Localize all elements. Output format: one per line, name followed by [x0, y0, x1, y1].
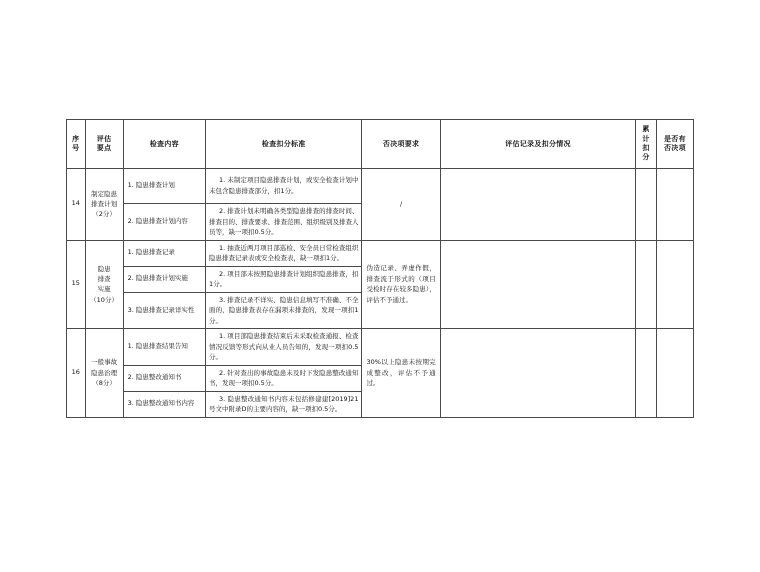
evaluation-point-line: （2分）: [92, 210, 116, 219]
table-row: [67, 169, 694, 204]
column-header-evaluation-record: 评估记录及扣分情况: [440, 120, 636, 169]
cell-inspection-content: 2. 隐患整改通知书: [123, 365, 205, 391]
cell-has-veto[interactable]: [656, 329, 693, 418]
column-header-has-veto-line-1: 是否有: [663, 134, 686, 143]
column-header-total-deduction-line-1: 累: [642, 125, 650, 134]
deduction-criteria-text: 1. 抽查近两月项目部巡检、安全员日常检查组织隐患排查记录表或安全检查表，缺一项扣1分。: [208, 243, 359, 263]
column-header-has-veto: [656, 120, 693, 169]
column-header-seq: [67, 120, 86, 169]
table-header-row: [67, 120, 694, 169]
row-sequence-number: 14: [67, 169, 86, 241]
row-evaluation-point: [85, 240, 123, 329]
deduction-criteria-text: 2. 排查计划未明确各类型隐患排查的排查时间、排查目的、排查要求、排查范围、组织级别及排查人员等，缺一项扣0.5分。: [208, 207, 359, 237]
evaluation-point-line: 排查计划: [91, 200, 118, 209]
table-row: [67, 240, 694, 266]
cell-inspection-content: 1. 隐患排查结果告知: [123, 329, 205, 366]
cell-has-veto[interactable]: [656, 169, 693, 241]
column-header-total-deduction-line-2: 计: [642, 134, 650, 143]
table-row: [67, 329, 694, 366]
cell-deduction-criteria: [205, 391, 361, 417]
cell-veto-requirement: /: [362, 169, 440, 241]
row-evaluation-point: [85, 169, 123, 241]
cell-deduction-criteria: [205, 266, 361, 292]
column-header-total-deduction-line-4: 分: [642, 153, 650, 162]
deduction-criteria-text: 2. 针对查出的事故隐患未及时下发隐患整改通知书，发现一项扣0.5分。: [208, 368, 359, 388]
evaluation-point-line: 一般事故: [91, 358, 118, 367]
cell-has-veto[interactable]: [656, 240, 693, 329]
row-evaluation-point: [85, 329, 123, 418]
column-header-has-veto-line-2: 否决项: [663, 144, 686, 152]
cell-evaluation-record[interactable]: [440, 240, 636, 329]
evaluation-point-line: （8分）: [92, 379, 116, 388]
table-body: [67, 169, 694, 418]
cell-deduction-criteria: [205, 240, 361, 266]
cell-deduction-criteria: [205, 329, 361, 366]
cell-total-deduction[interactable]: [636, 329, 657, 418]
deduction-criteria-text: 1. 未制定项目隐患排查计划，或安全检查计划中未包含隐患排查部分，扣1分。: [208, 176, 359, 195]
column-header-inspection-content: 检查内容: [123, 120, 205, 169]
evaluation-point-line: （10分）: [90, 295, 118, 304]
evaluation-point-line: 隐患: [97, 264, 111, 273]
column-header-deduction-criteria: 检查扣分标准: [205, 120, 361, 169]
deduction-criteria-text: 3. 隐患整改通知书内容未包括修建建[2019]21号文中附录D的主要内容的，缺一项扣0.5分。: [208, 394, 359, 414]
column-header-evaluation-point-line-2: 要点: [96, 144, 112, 152]
row-sequence-number: 16: [67, 329, 86, 418]
cell-inspection-content: 2. 隐患排查计划内容: [123, 204, 205, 241]
cell-inspection-content: 1. 隐患排查计划: [123, 169, 205, 204]
deduction-criteria-text: 1. 项目部隐患排查结束后未采取检查通报、检查情况反馈等形式向从业人员告知的，发现一项扣0.5分。: [208, 332, 359, 362]
cell-veto-requirement: 伪造记录、弄虚作假，排查流于形式的（项目受检时存在较多隐患），评估不予通过。: [362, 240, 440, 329]
cell-veto-requirement: 30%以上隐患未按期完成整改，评估不予通过。: [362, 329, 440, 418]
row-sequence-number: 15: [67, 240, 86, 329]
cell-total-deduction[interactable]: [636, 240, 657, 329]
column-header-evaluation-point-line-1: 评估: [96, 134, 112, 143]
evaluation-point-line: 排查: [97, 274, 111, 283]
cell-inspection-content: 2. 隐患排查计划实施: [123, 266, 205, 292]
column-header-total-deduction: [636, 120, 657, 169]
cell-deduction-criteria: [205, 292, 361, 329]
deduction-criteria-text: 3. 排查记录不详实、隐患信息填写不准确、不全面的，隐患排查表存在漏项未排查的，发现一项扣1分。: [208, 295, 359, 325]
cell-inspection-content: 3. 隐患排查记录详实性: [123, 292, 205, 329]
cell-deduction-criteria: [205, 169, 361, 204]
cell-total-deduction[interactable]: [636, 169, 657, 241]
cell-deduction-criteria: [205, 204, 361, 241]
evaluation-point-line: 实施: [97, 285, 111, 294]
evaluation-point-line: 制定隐患: [91, 189, 118, 198]
cell-evaluation-record[interactable]: [440, 169, 636, 241]
column-header-seq-line-1: 序: [72, 134, 80, 143]
cell-inspection-content: 1. 隐患排查记录: [123, 240, 205, 266]
table-header: [67, 120, 694, 169]
column-header-seq-line-2: 号: [72, 144, 80, 152]
cell-evaluation-record[interactable]: [440, 329, 636, 418]
evaluation-point-line: 隐患治理: [91, 368, 118, 377]
deduction-criteria-text: 2. 项目部未按照隐患排查计划组织隐患排查，扣1分。: [208, 269, 359, 289]
column-header-total-deduction-line-3: 扣: [642, 144, 650, 152]
cell-deduction-criteria: [205, 365, 361, 391]
cell-inspection-content: 3. 隐患整改通知书内容: [123, 391, 205, 417]
inspection-scoring-table: [66, 119, 694, 418]
column-header-veto-requirement: 否决项要求: [362, 120, 440, 169]
column-header-evaluation-point: [85, 120, 123, 169]
